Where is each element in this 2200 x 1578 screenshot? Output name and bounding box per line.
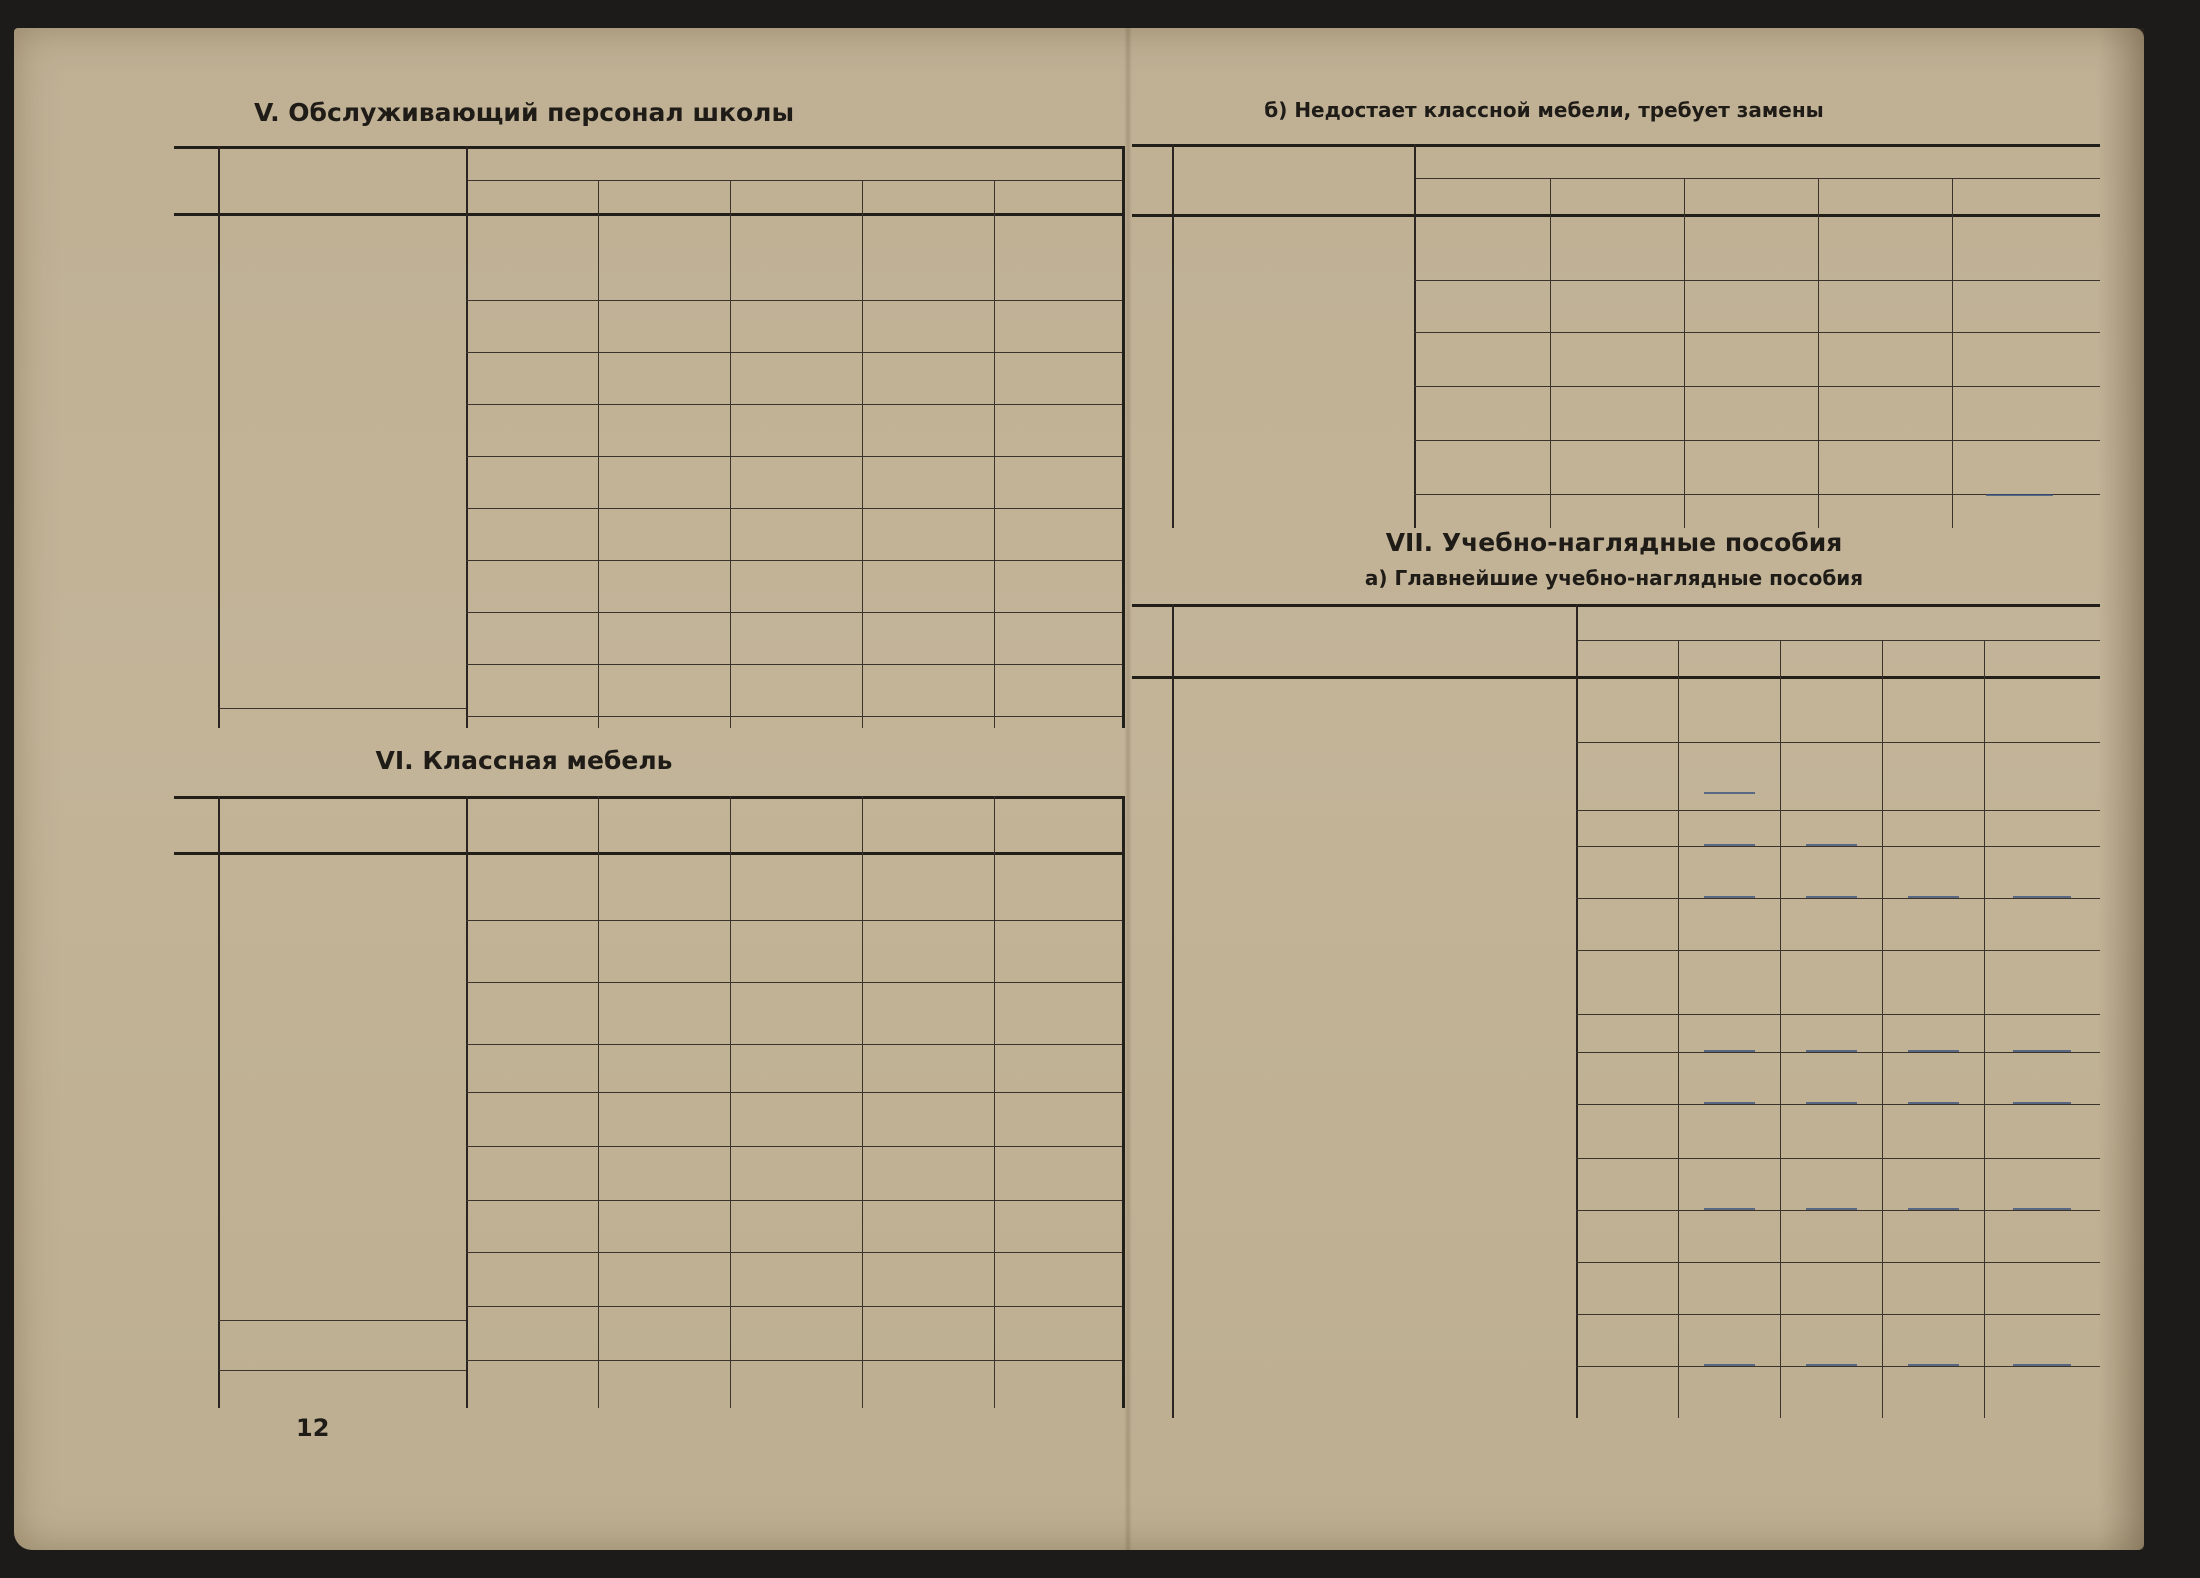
handwritten-dash [1704, 1364, 1755, 1366]
rule-horizontal [1576, 1366, 2100, 1367]
rule-vertical [1952, 178, 1953, 528]
section6b-title: б) Недостает классной мебели, требует замены [1264, 98, 1824, 122]
rule-horizontal [1132, 214, 2100, 217]
rule-horizontal [1132, 144, 2100, 147]
rule-horizontal [1576, 1314, 2100, 1315]
rule-horizontal [1576, 1158, 2100, 1159]
rule-horizontal [466, 1146, 1122, 1147]
handwritten-dash [1908, 1050, 1959, 1052]
rule-horizontal [466, 300, 1122, 301]
rule-vertical [598, 180, 599, 728]
rule-vertical [730, 180, 731, 728]
form-page [14, 28, 2144, 1550]
rule-horizontal [466, 1200, 1122, 1201]
section6-title: VI. Классная мебель [375, 746, 673, 775]
rule-horizontal [1414, 178, 2100, 179]
rule-vertical [218, 796, 220, 1408]
handwritten-dash [2013, 1208, 2071, 1210]
rule-horizontal [1576, 1014, 2100, 1015]
rule-horizontal [466, 352, 1122, 353]
page-fold [1124, 28, 1132, 1550]
rule-vertical [1984, 640, 1985, 1418]
handwritten-dash [1806, 1050, 1857, 1052]
rule-horizontal [466, 1092, 1122, 1093]
handwritten-dash [1704, 844, 1755, 846]
handwritten-dash [2013, 1102, 2071, 1104]
rule-vertical [1550, 178, 1551, 528]
rule-horizontal [218, 1320, 466, 1321]
rule-horizontal [1576, 1210, 2100, 1211]
rule-horizontal [1576, 846, 2100, 847]
rule-vertical [1818, 178, 1819, 528]
rule-vertical [862, 180, 863, 728]
rule-horizontal [466, 982, 1122, 983]
handwritten-dash [2013, 896, 2071, 898]
rule-horizontal [1414, 280, 2100, 281]
handwritten-dash [1704, 1102, 1755, 1104]
rule-horizontal [466, 612, 1122, 613]
handwritten-dash [1908, 896, 1959, 898]
rule-horizontal [466, 180, 1122, 181]
rule-vertical [730, 796, 731, 1408]
rule-vertical [994, 180, 995, 728]
rule-horizontal [466, 920, 1122, 921]
rule-horizontal [1414, 332, 2100, 333]
section5-title: V. Обслуживающий персонал школы [253, 98, 795, 127]
section7-subtitle: а) Главнейшие учебно-наглядные пособия [1364, 566, 1864, 590]
handwritten-dash [1806, 1364, 1857, 1366]
rule-horizontal [466, 404, 1122, 405]
rule-horizontal [1576, 640, 2100, 641]
rule-horizontal [1132, 604, 2100, 607]
rule-horizontal [1414, 440, 2100, 441]
rule-horizontal [466, 560, 1122, 561]
handwritten-dash [1908, 1208, 1959, 1210]
rule-horizontal [466, 1252, 1122, 1253]
handwritten-dash [2013, 1364, 2071, 1366]
section7-title: VII. Учебно-наглядные пособия [1385, 528, 1843, 557]
rule-horizontal [466, 664, 1122, 665]
rule-vertical [1780, 640, 1781, 1418]
rule-horizontal [1576, 1104, 2100, 1105]
page-edge-shadow [2098, 28, 2144, 1550]
handwritten-dash [1908, 1102, 1959, 1104]
rule-horizontal [466, 1360, 1122, 1361]
rule-horizontal [1576, 810, 2100, 811]
handwritten-dash [1806, 1208, 1857, 1210]
rule-horizontal [466, 716, 1122, 717]
handwritten-dash [2013, 1050, 2071, 1052]
rule-vertical [218, 146, 220, 728]
rule-horizontal [1576, 898, 2100, 899]
rule-horizontal [1576, 1262, 2100, 1263]
rule-vertical [466, 146, 468, 728]
rule-horizontal [1576, 1052, 2100, 1053]
rule-horizontal [218, 1370, 466, 1371]
rule-horizontal [466, 508, 1122, 509]
rule-horizontal [174, 796, 1122, 799]
handwritten-dash [1704, 792, 1755, 794]
rule-horizontal [1132, 676, 2100, 679]
rule-horizontal [1414, 386, 2100, 387]
rule-vertical [994, 796, 995, 1408]
rule-vertical [1172, 144, 1174, 528]
rule-vertical [1122, 796, 1125, 1408]
rule-vertical [466, 796, 468, 1408]
rule-horizontal [174, 852, 1122, 855]
rule-horizontal [466, 1044, 1122, 1045]
rule-horizontal [466, 1306, 1122, 1307]
page-number: 12 [296, 1414, 330, 1442]
handwritten-dash [1908, 1364, 1959, 1366]
handwritten-dash [1806, 896, 1857, 898]
rule-horizontal [174, 213, 1122, 216]
handwritten-dash [1986, 494, 2053, 496]
handwritten-dash [1704, 896, 1755, 898]
rule-vertical [1882, 640, 1883, 1418]
rule-horizontal [1576, 950, 2100, 951]
rule-vertical [598, 796, 599, 1408]
rule-vertical [1414, 144, 1416, 528]
handwritten-dash [1704, 1050, 1755, 1052]
rule-vertical [1684, 178, 1685, 528]
rule-vertical [1172, 604, 1174, 1418]
rule-horizontal [174, 146, 1122, 149]
handwritten-dash [1806, 1102, 1857, 1104]
rule-vertical [1576, 604, 1578, 1418]
rule-horizontal [466, 456, 1122, 457]
rule-vertical [1678, 640, 1679, 1418]
rule-horizontal [1576, 742, 2100, 743]
rule-vertical [862, 796, 863, 1408]
rule-horizontal [218, 708, 466, 709]
rule-vertical [1122, 146, 1125, 728]
handwritten-note-net [1620, 794, 1639, 882]
handwritten-dash [1704, 1208, 1755, 1210]
handwritten-dash [1806, 844, 1857, 846]
